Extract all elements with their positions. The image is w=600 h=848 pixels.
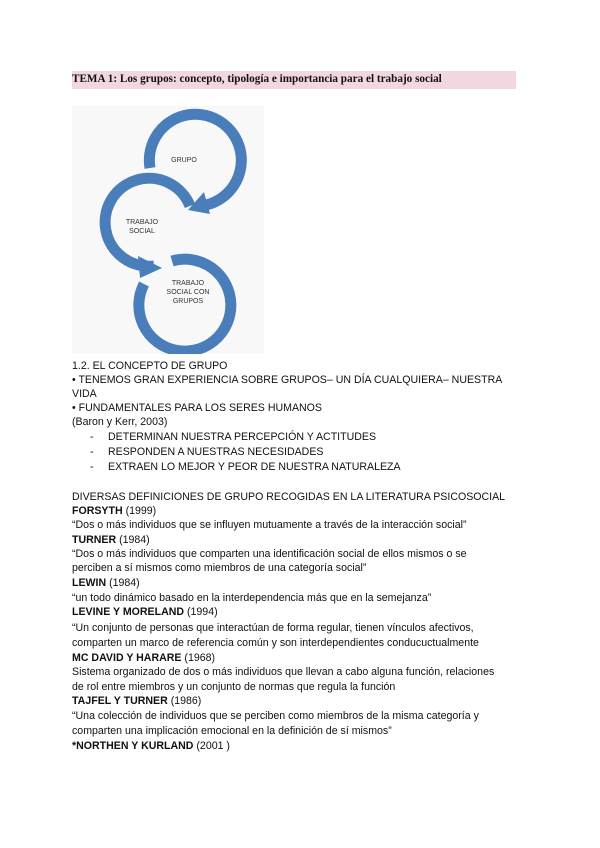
label-grupo: GRUPO: [171, 157, 197, 164]
bullet-experiencia-cont: VIDA: [72, 388, 97, 400]
bullet-fundamentales: • FUNDAMENTALES PARA LOS SERES HUMANOS: [72, 402, 322, 414]
dash-marker: -: [90, 461, 94, 473]
definition-text: de rol entre miembros y un conjunto de normas que regula la función: [72, 681, 396, 693]
author-name: TAJFEL Y TURNER: [72, 695, 168, 707]
list-item: DETERMINAN NUESTRA PERCEPCIÓN Y ACTITUDES: [108, 431, 377, 443]
definition-text: “Dos o más individuos que comparten una identificación social de ellos mismos o se: [72, 548, 467, 560]
bullet-experiencia: • TENEMOS GRAN EXPERIENCIA SOBRE GRUPOS– UN DÍA CUALQUIERA– NUESTRA: [72, 374, 503, 386]
section-heading: 1.2. EL CONCEPTO DE GRUPO: [72, 360, 228, 372]
definition-text: comparten una implicación emocional en la definición de sí mismos”: [72, 725, 392, 737]
list-item: EXTRAEN LO MEJOR Y PEOR DE NUESTRA NATURALEZA: [108, 461, 401, 473]
dash-marker: -: [90, 431, 94, 443]
author-name: TURNER: [72, 534, 117, 546]
dash-marker: -: [90, 446, 94, 458]
author-year: (1994): [184, 606, 218, 618]
definition-author-row: [72, 534, 150, 547]
author-year: (2001 ): [193, 740, 230, 752]
process-diagram: [72, 106, 264, 354]
definition-author-row: [72, 577, 140, 590]
definitions-heading: DIVERSAS DEFINICIONES DE GRUPO RECOGIDAS EN LA LITERATURA PSICOSOCIAL: [72, 491, 506, 503]
page-title: TEMA 1: Los grupos: concepto, tipología e importancia para el trabajo social: [72, 73, 442, 85]
cycle-diagram: [72, 106, 264, 354]
definition-author-row: [72, 740, 230, 753]
author-name: *NORTHEN Y KURLAND: [72, 740, 194, 752]
citation: (Baron y Kerr, 2003): [72, 416, 168, 428]
label-social: SOCIAL: [129, 228, 155, 235]
label-social-con: SOCIAL CON: [166, 289, 210, 296]
author-name: MC DAVID Y HARARE: [72, 652, 182, 664]
author-year: (1999): [122, 505, 157, 517]
author-name: LEWIN: [72, 577, 107, 589]
definition-text: “Dos o más individuos que se influyen mutuamente a través de la interacción social”: [72, 519, 467, 531]
definition-author-row: [72, 652, 215, 665]
author-year: (1984): [106, 577, 140, 589]
author-name: FORSYTH: [72, 505, 123, 517]
definition-text: comparten un marco de referencia común y son interdependientes conducuctualmente: [72, 637, 479, 649]
author-year: (1984): [116, 534, 150, 546]
definition-text: perciben a sí mismos como miembros de una categoría social”: [72, 562, 367, 574]
definition-author-row: [72, 695, 201, 708]
author-name: LEVINE Y MORELAND: [72, 606, 185, 618]
author-year: (1986): [167, 695, 202, 707]
author-year: (1968): [181, 652, 216, 664]
definition-text: “Un conjunto de personas que interactúan de forma regular, tienen vínculos afectivos,: [72, 622, 474, 634]
definition-author-row: [72, 606, 218, 619]
definition-author-row: [72, 505, 156, 518]
definition-text: Sistema organizado de dos o más individuos que llevan a cabo alguna función, relaciones: [72, 666, 495, 678]
label-trabajo-2: TRABAJO: [171, 280, 205, 287]
definition-text: “un todo dinámico basado en la interdependencia más que en la semejanza”: [72, 592, 432, 604]
list-item: RESPONDEN A NUESTRAS NECESIDADES: [108, 446, 324, 458]
definition-text: “Una colección de individuos que se perciben como miembros de la misma categoría y: [72, 710, 479, 722]
label-trabajo: TRABAJO: [125, 219, 159, 226]
label-grupos: GRUPOS: [172, 298, 204, 305]
